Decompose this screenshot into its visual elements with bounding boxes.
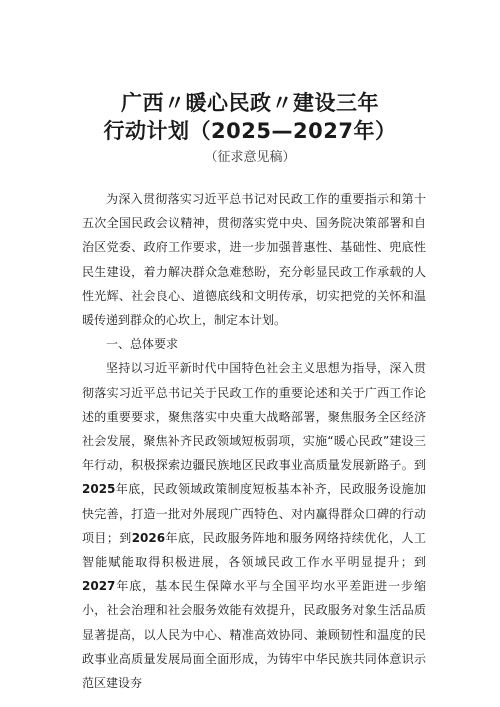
paragraph-text: 年底，基本民生保障水平与全国平均水平差距进一步缩小，社会治理和社会服务效能有效提升，民政服务对象生活品质显著提高，以人民为中心、精准高效协同、兼顾韧性和温度的民政事业高质量发展局面全面形成，为铸牢中华民族共同体意识示范区建设夯: [82, 579, 426, 691]
year-2025: 2025: [82, 482, 116, 497]
paragraph-text: 年底，民政服务阵地和服务网络持续优化，人工智能赋能取得积极进展，各领域民政工作水平明显提升；到: [82, 530, 426, 570]
paragraph-text: 坚持以习近平新时代中国特色社会主义思想为指导，深入贯彻落实习近平总书记关于民政工作的重要论述和关于广西工作论述的重要要求，聚焦落实中央重大战略部署，聚焦服务全区经济社会发展，聚焦补齐民政领域短板弱项，实施“暖心民政”建设三年行动，积极探索边疆民族地区民政事业高质量发展新路子。到: [82, 361, 426, 473]
document-subtitle: （征求意见稿）: [204, 150, 296, 165]
paragraph-text: 年底，民政领域政策制度短板基本补齐，民政服务设施加快完善，打造一批对外展现广西特色、对内赢得群众口碑的行动项目；到: [82, 482, 426, 545]
document-title-line1: 广西〃暖心民政〃建设三年: [121, 91, 379, 115]
section-heading-general-requirements: 一、总体要求: [106, 337, 179, 352]
document-body: [82, 187, 426, 695]
intro-paragraph: 为深入贯彻落实习近平总书记对民政工作的重要指示和第十五次全国民政会议精神，贯彻落实党中央、国务院决策部署和自治区党委、政府工作要求，进一步加强普惠性、基础性、兜底性民生建设，着力解决群众急难愁盼，充分彰显民政工作承载的人性光辉、社会良心、道德底线和文明传承，切实把党的关怀和温暖传递到群众的心坎上，制定本计划。: [82, 192, 426, 328]
general-requirements-paragraph: [82, 356, 426, 695]
document-title-line2: 行动计划（2025—2027年）: [103, 119, 397, 143]
year-2026: 2026: [131, 530, 166, 545]
year-2027: 2027: [82, 579, 116, 594]
